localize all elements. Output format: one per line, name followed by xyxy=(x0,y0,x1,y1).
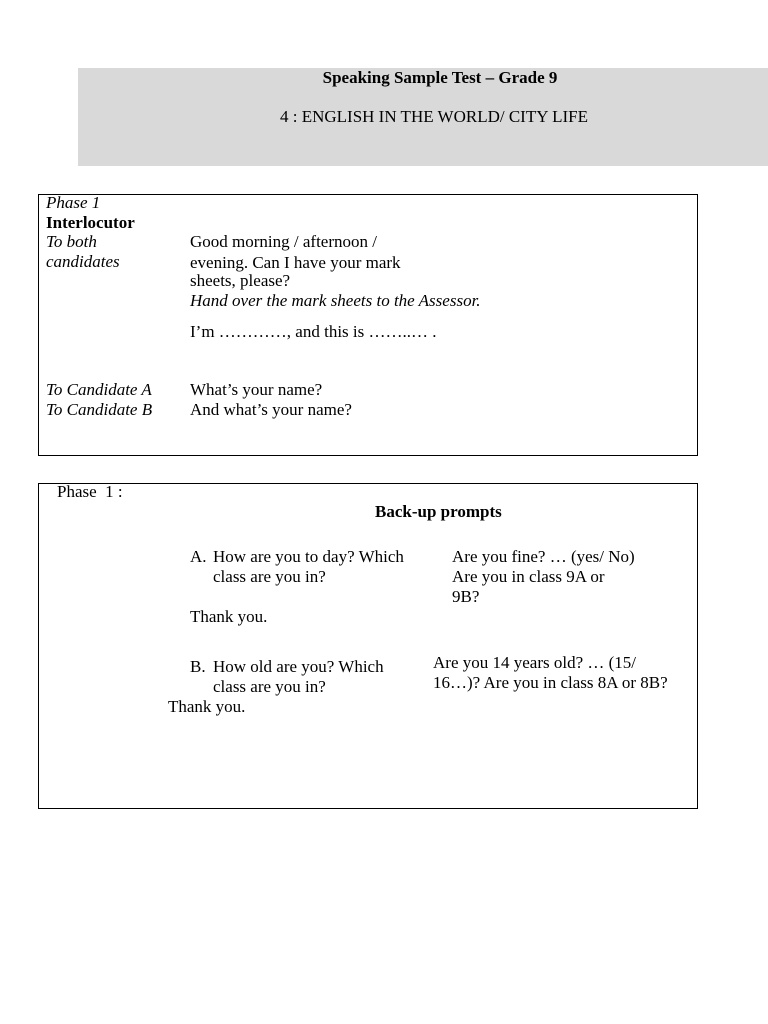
backup-heading: Back-up prompts xyxy=(375,502,502,521)
page-title: Speaking Sample Test – Grade 9 xyxy=(322,68,558,87)
role-label: Interlocutor xyxy=(46,213,135,232)
candidate-b-label: To Candidate B xyxy=(46,400,153,419)
item-question-line: class are you in? xyxy=(213,677,326,696)
item-backup-line: 16…)? Are you in class 8A or 8B? xyxy=(433,673,668,692)
greeting-audience-line: candidates xyxy=(46,252,120,271)
header-band xyxy=(78,68,768,166)
item-marker: B. xyxy=(190,657,206,676)
unit-subtitle: 4 : ENGLISH IN THE WORLD/ CITY LIFE xyxy=(279,107,589,126)
greeting-script-line: evening. Can I have your mark xyxy=(190,253,401,272)
greeting-audience-line: To both xyxy=(46,232,97,251)
item-question-line: class are you in? xyxy=(213,567,326,586)
greeting-introduction: I’m …………, and this is ……..… . xyxy=(190,322,437,341)
phase-label: Phase 1 xyxy=(46,193,101,212)
backup-prompts-box xyxy=(38,483,698,809)
candidate-b-question: And what’s your name? xyxy=(190,400,352,419)
item-closing: Thank you. xyxy=(190,607,268,626)
item-backup-line: Are you fine? … (yes/ No) xyxy=(452,547,635,566)
phase-label: Phase 1 : xyxy=(57,482,123,501)
item-backup-line: Are you in class 9A or xyxy=(452,567,605,586)
greeting-instruction: Hand over the mark sheets to the Assessor. xyxy=(190,291,481,310)
item-question-line: How are you to day? Which xyxy=(213,547,404,566)
item-backup-line: Are you 14 years old? … (15/ xyxy=(433,653,637,672)
candidate-a-label: To Candidate A xyxy=(46,380,152,399)
phase1-script-box xyxy=(38,194,698,456)
candidate-a-question: What’s your name? xyxy=(190,380,323,399)
greeting-script-line: sheets, please? xyxy=(190,271,291,290)
item-closing: Thank you. xyxy=(168,697,246,716)
greeting-script-line: Good morning / afternoon / xyxy=(190,232,377,251)
item-backup-line: 9B? xyxy=(452,587,480,606)
item-question-line: How old are you? Which xyxy=(213,657,384,676)
item-marker: A. xyxy=(190,547,207,566)
